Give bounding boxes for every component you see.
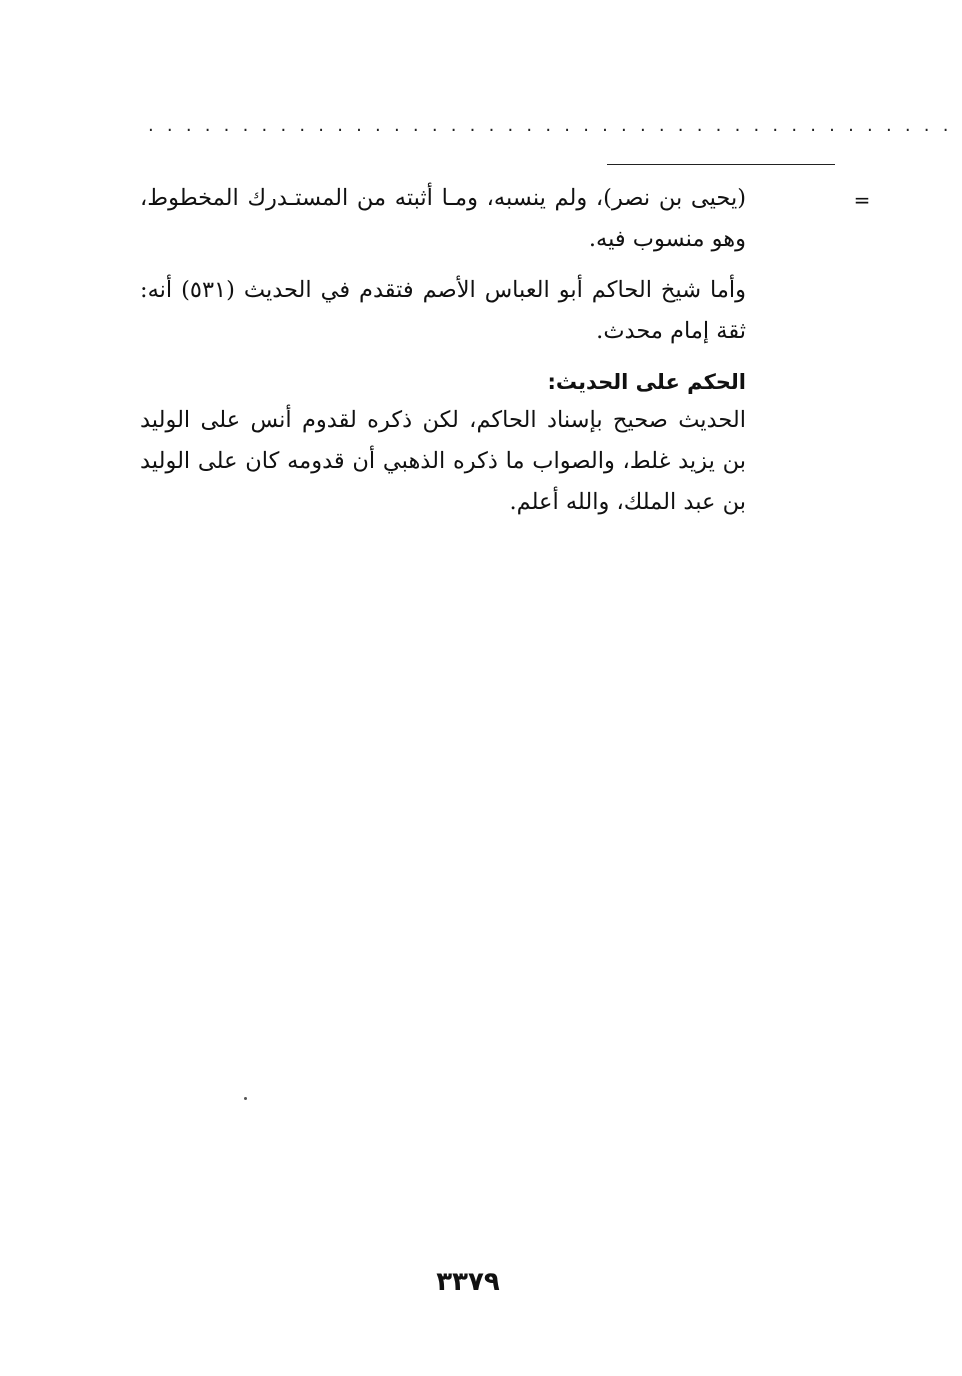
page-body: [140, 178, 746, 523]
paragraph-narrator-note: (يحيى بن نصر)، ولم ينسبه، ومـا أثبته من المستـدرك المخطوط، وهو منسوب فيه.: [140, 185, 746, 252]
stray-ink-mark: [244, 1097, 247, 1100]
paragraph-ruling: الحديث صحيح بإسناد الحاكم، لكن ذكره لقدوم أنس على الوليد بن يزيد غلط، والصواب ما ذكره الذهبي أن قدومه كان على الوليد بن عبد الملك، والله أعلم.: [140, 407, 746, 515]
page-number: ٣٣٧٩: [436, 1267, 500, 1297]
dot-leader: ...........................................: [148, 115, 962, 136]
section-heading: الحكم على الحديث:: [547, 370, 746, 394]
continuation-mark: =: [853, 188, 871, 212]
paragraph-shaykh-note: وأما شيخ الحاكم أبو العباس الأصم فتقدم في الحديث (٥٣١) أنه: ثقة إمام محدث.: [140, 277, 746, 344]
footnote-separator-rule: [607, 164, 835, 165]
